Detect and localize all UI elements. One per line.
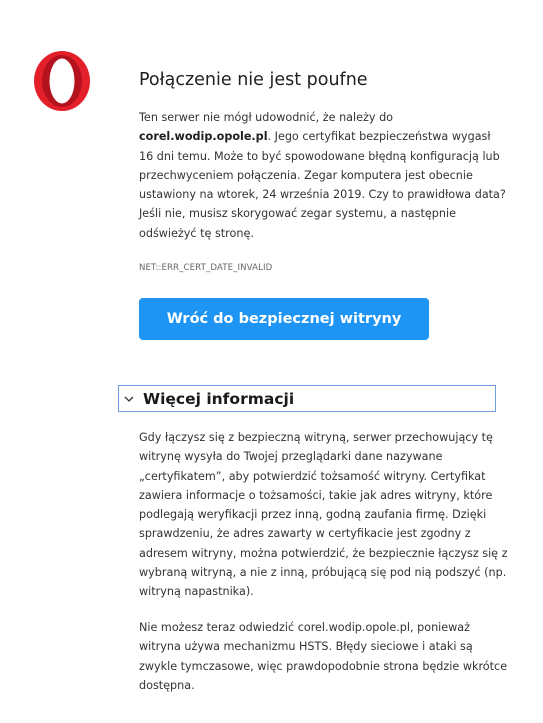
opera-logo-graphic — [34, 51, 90, 111]
back-to-safety-button[interactable]: Wróć do bezpiecznej witryny — [139, 298, 429, 340]
certificate-explanation: Gdy łączysz się z bezpieczną witryną, serwer przechowujący tę witrynę wysyła do Twojej przeglądarki dane nazywane „certyfikatem”, aby potwierdzić tożsamość witryny. Certyfikat zawiera informacje o tożsamości, takie jak adres witryny, które podlegają weryfikacji przez inną, godną zaufania firmę. Dzięki sprawdzeniu, że adres zawarty w certyfikacie jest zgodny z adresem witryny, można potwierdzić, że bezpiecznie łączysz się z wybraną witryną, a nie z inną, próbującą się pod nią podszyć (np. witryną napastnika). — [139, 431, 508, 599]
page-title: Połączenie nie jest poufne — [139, 70, 368, 90]
error-description — [139, 108, 507, 243]
hsts-explanation: Nie możesz teraz odwiedzić corel.wodip.opole.pl, ponieważ witryna używa mechanizmu HSTS. Błędy sieciowe i ataki są zwykle tymczasowe, więc prawdopodobnie strona będzie wkrótce dostępna. — [139, 621, 508, 692]
chevron-down-icon — [122, 392, 136, 406]
error-code: NET::ERR_CERT_DATE_INVALID — [139, 263, 273, 273]
host-name: corel.wodip.opole.pl — [139, 130, 268, 144]
description-intro: Ten serwer nie mógł udowodnić, że należy do — [139, 111, 394, 124]
more-info-toggle[interactable] — [118, 385, 496, 412]
description-rest: . Jego certyfikat bezpieczeństwa wygasł 16 dni temu. Może to być spowodowane błędną konfiguracją lub przechwyceniem połączenia. Zegar komputera jest obecnie ustawiony na wtorek, 24 września 2019. Czy to prawidłowa data? Jeśli nie, musisz skorygować zegar systemu, a następnie odświeżyć tę stronę. — [139, 130, 506, 240]
opera-logo-icon — [34, 51, 90, 111]
more-info-title: Więcej informacji — [143, 389, 295, 408]
